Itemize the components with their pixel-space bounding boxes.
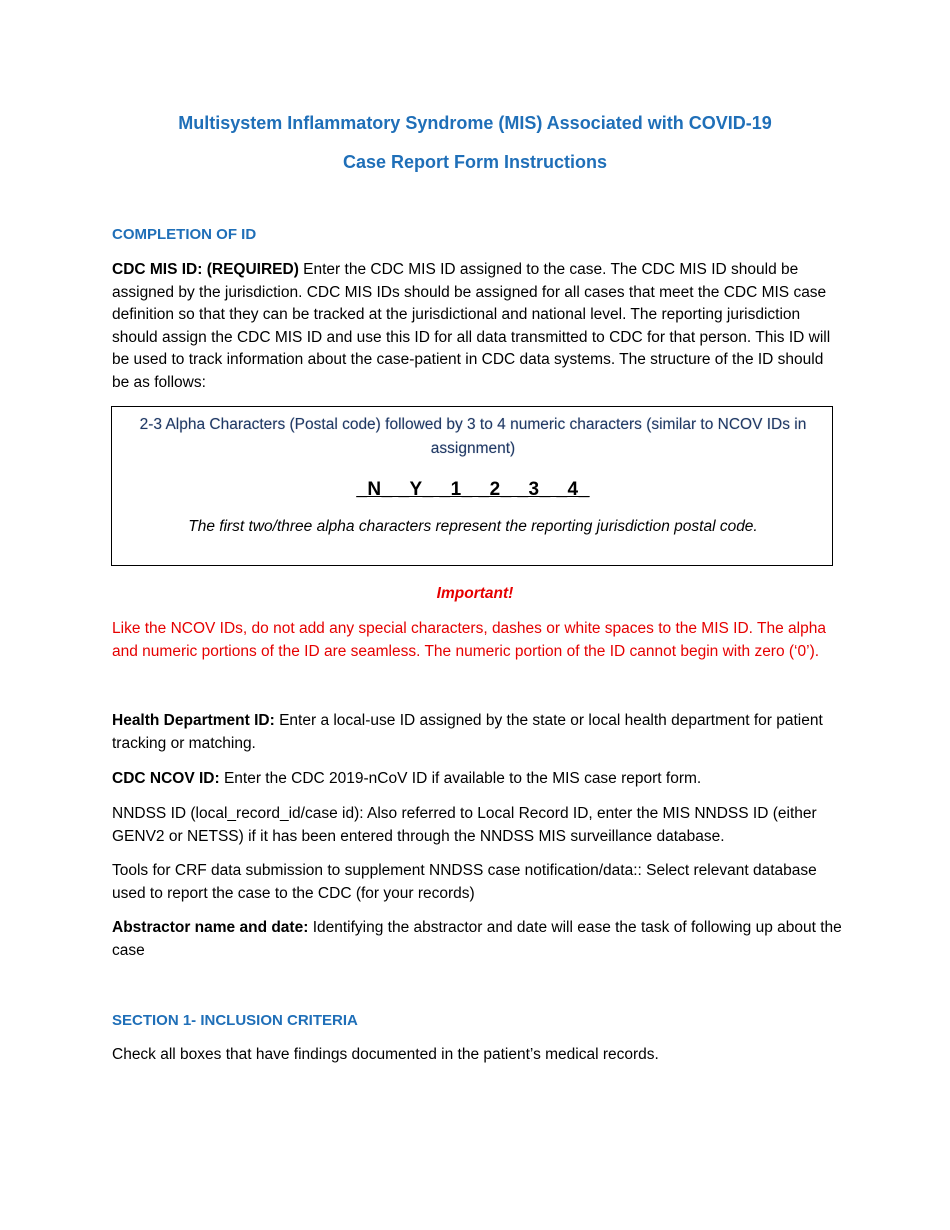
tools-paragraph: Tools for CRF data submission to supplement NNDSS case notification/data:: Select relevant database used to report the case to the CDC (for your records): [112, 862, 817, 902]
important-text: Like the NCOV IDs, do not add any special characters, dashes or white spaces to the MIS ID. The alpha and numeric portions of the ID are seamless. The numeric portion of the ID cannot begin with zero (‘0’).: [112, 620, 826, 660]
section-1-heading: SECTION 1- INCLUSION CRITERIA: [112, 1012, 358, 1029]
abstractor-label: Abstractor name and date:: [112, 919, 309, 936]
health-department-id-paragraph: [112, 710, 842, 755]
abstractor-paragraph: [112, 917, 842, 962]
id-format-note: The first two/three alpha characters represent the reporting jurisdiction postal code.: [188, 518, 758, 535]
nndss-id-paragraph: NNDSS ID (local_record_id/case id): Also referred to Local Record ID, enter the MIS NNDSS ID (either GENV2 or NETSS) if it has been entered through the NNDSS MIS surveillance database.: [112, 805, 817, 845]
section-1-text: Check all boxes that have findings documented in the patient’s medical records.: [112, 1046, 659, 1063]
cdc-mis-id-paragraph: [112, 259, 842, 394]
cdc-ncov-id-label: CDC NCOV ID:: [112, 770, 220, 787]
id-example: [112, 479, 834, 501]
cdc-ncov-id-paragraph: [112, 768, 842, 791]
abstractor-text: Identifying the abstractor and date will ease the task of following up about the case: [112, 919, 842, 959]
id-format-description: 2-3 Alpha Characters (Postal code) followed by 3 to 4 numeric characters (similar to NCOV IDs in assignment): [139, 416, 807, 457]
id-format-box: [111, 406, 833, 566]
document-subtitle: Case Report Form Instructions: [342, 152, 608, 172]
health-department-id-label: Health Department ID:: [112, 712, 275, 729]
completion-of-id-heading: COMPLETION OF ID: [112, 226, 257, 243]
cdc-mis-id-text: Enter the CDC MIS ID assigned to the case. The CDC MIS ID should be assigned by the jurisdiction. CDC MIS IDs should be assigned for all cases that meet the CDC MIS case definition so that they can be tracked at the jurisdictional and national level. The reporting jurisdiction should assign the CDC MIS ID and use this ID for all data transmitted to CDC for that person. This ID will be used to track information about the case-patient in CDC data systems. The structure of the ID should be as follows:: [112, 261, 831, 391]
id-example-value: _N_ _Y_ _1_ _2_ _3_ _4_: [356, 479, 590, 500]
document-title: Multisystem Inflammatory Syndrome (MIS) Associated with COVID-19: [178, 113, 772, 133]
important-label: Important!: [436, 585, 514, 602]
cdc-ncov-id-text: Enter the CDC 2019-nCoV ID if available to the MIS case report form.: [219, 770, 702, 787]
cdc-mis-id-label: CDC MIS ID: (REQUIRED): [112, 261, 299, 278]
health-department-id-text: Enter a local-use ID assigned by the state or local health department for patient tracking or matching.: [112, 712, 823, 752]
